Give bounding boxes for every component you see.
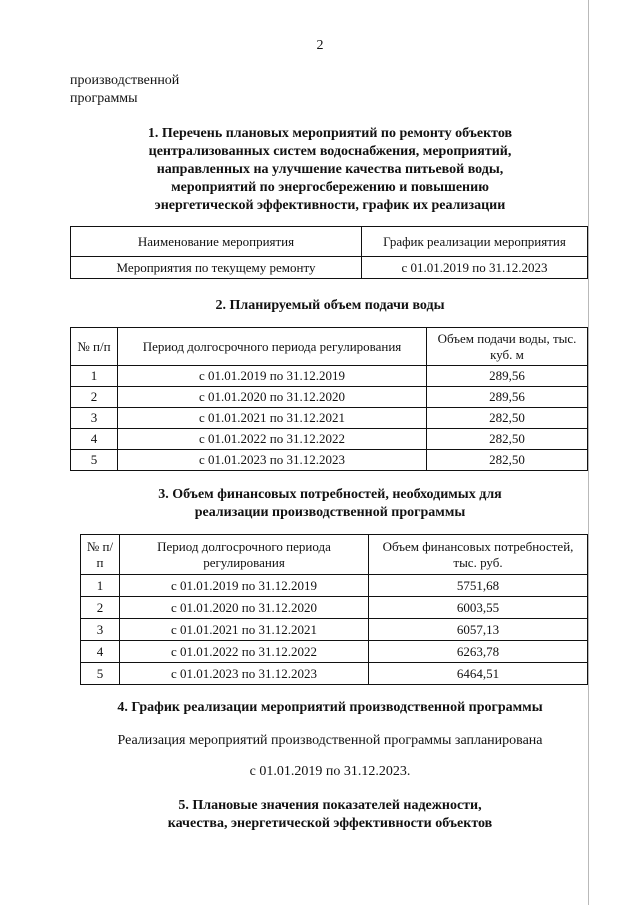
row-number: 3 — [71, 408, 118, 429]
row-amount: 6057,13 — [369, 619, 588, 641]
continuation-text — [70, 72, 179, 108]
header-schedule: График реализации мероприятия — [362, 227, 588, 257]
activities-table — [70, 226, 588, 279]
table-row — [81, 597, 588, 619]
header-activity-name: Наименование мероприятия — [71, 227, 362, 257]
water-volume-table — [70, 327, 588, 471]
table-header-row — [71, 227, 588, 257]
row-number: 4 — [71, 429, 118, 450]
header-number: № п/п — [81, 535, 120, 575]
section1-title-line-4: мероприятий по энергосбережению и повышению — [171, 180, 489, 195]
row-amount: 6263,78 — [369, 641, 588, 663]
table-row — [81, 663, 588, 685]
activity-name: Мероприятия по текущему ремонту — [71, 257, 362, 279]
section4-text-line-1: Реализация мероприятий производственной программы запланирована — [117, 733, 543, 748]
table-header-row — [71, 328, 588, 366]
row-number: 3 — [81, 619, 120, 641]
row-period: с 01.01.2022 по 31.12.2022 — [120, 641, 369, 663]
section5-title-line-2: качества, энергетической эффективности объектов — [167, 816, 493, 831]
row-number: 5 — [81, 663, 120, 685]
page-number: 2 — [316, 38, 324, 53]
section3-title-line-1: 3. Объем финансовых потребностей, необходимых для — [158, 487, 502, 502]
table-row — [81, 619, 588, 641]
row-period: с 01.01.2023 по 31.12.2023 — [118, 450, 427, 471]
table-row — [71, 257, 588, 279]
financial-needs-table — [80, 534, 588, 685]
row-period: с 01.01.2020 по 31.12.2020 — [120, 597, 369, 619]
table-header-row — [81, 535, 588, 575]
row-volume: 282,50 — [427, 408, 588, 429]
header-number: № п/п — [71, 328, 118, 366]
row-number: 5 — [71, 450, 118, 471]
header-volume: Объем подачи воды, тыс. куб. м — [427, 328, 588, 366]
row-volume: 282,50 — [427, 429, 588, 450]
table-row — [71, 366, 588, 387]
section4-text-line-2: с 01.01.2019 по 31.12.2023. — [249, 764, 411, 779]
row-amount: 6464,51 — [369, 663, 588, 685]
row-number: 1 — [71, 366, 118, 387]
header-period: Период долгосрочного периода регулирования — [118, 328, 427, 366]
row-volume: 282,50 — [427, 450, 588, 471]
section3-title — [70, 486, 590, 522]
section1-title-line-5: энергетической эффективности, график их реализации — [154, 198, 506, 213]
continuation-line-1: производственной — [70, 73, 180, 88]
section3-title-line-2: реализации производственной программы — [194, 505, 466, 520]
table-row — [71, 450, 588, 471]
row-number: 1 — [81, 575, 120, 597]
row-period: с 01.01.2022 по 31.12.2022 — [118, 429, 427, 450]
row-period: с 01.01.2021 по 31.12.2021 — [120, 619, 369, 641]
section1-title-line-3: направленных на улучшение качества питьевой воды, — [156, 162, 504, 177]
section5-title — [70, 797, 590, 833]
table-row — [71, 408, 588, 429]
header-financial-needs: Объем финансовых потребностей, тыс. руб. — [369, 535, 588, 575]
row-period: с 01.01.2019 по 31.12.2019 — [120, 575, 369, 597]
table-row — [71, 387, 588, 408]
section1-title — [70, 125, 590, 215]
row-number: 4 — [81, 641, 120, 663]
row-volume: 289,56 — [427, 387, 588, 408]
row-period: с 01.01.2023 по 31.12.2023 — [120, 663, 369, 685]
row-number: 2 — [81, 597, 120, 619]
section5-title-line-1: 5. Плановые значения показателей надежности, — [178, 798, 482, 813]
row-period: с 01.01.2021 по 31.12.2021 — [118, 408, 427, 429]
row-volume: 289,56 — [427, 366, 588, 387]
section1-title-line-1: 1. Перечень плановых мероприятий по ремонту объектов — [147, 126, 513, 141]
continuation-line-2: программы — [70, 91, 138, 106]
section2-title: 2. Планируемый объем подачи воды — [215, 298, 445, 313]
activity-schedule: с 01.01.2019 по 31.12.2023 — [362, 257, 588, 279]
table-row — [81, 641, 588, 663]
row-amount: 6003,55 — [369, 597, 588, 619]
header-period: Период долгосрочного периода регулирования — [120, 535, 369, 575]
section4-title: 4. График реализации мероприятий производственной программы — [117, 700, 543, 715]
row-period: с 01.01.2020 по 31.12.2020 — [118, 387, 427, 408]
table-row — [71, 429, 588, 450]
table-row — [81, 575, 588, 597]
row-period: с 01.01.2019 по 31.12.2019 — [118, 366, 427, 387]
row-amount: 5751,68 — [369, 575, 588, 597]
section1-title-line-2: централизованных систем водоснабжения, мероприятий, — [148, 144, 512, 159]
row-number: 2 — [71, 387, 118, 408]
